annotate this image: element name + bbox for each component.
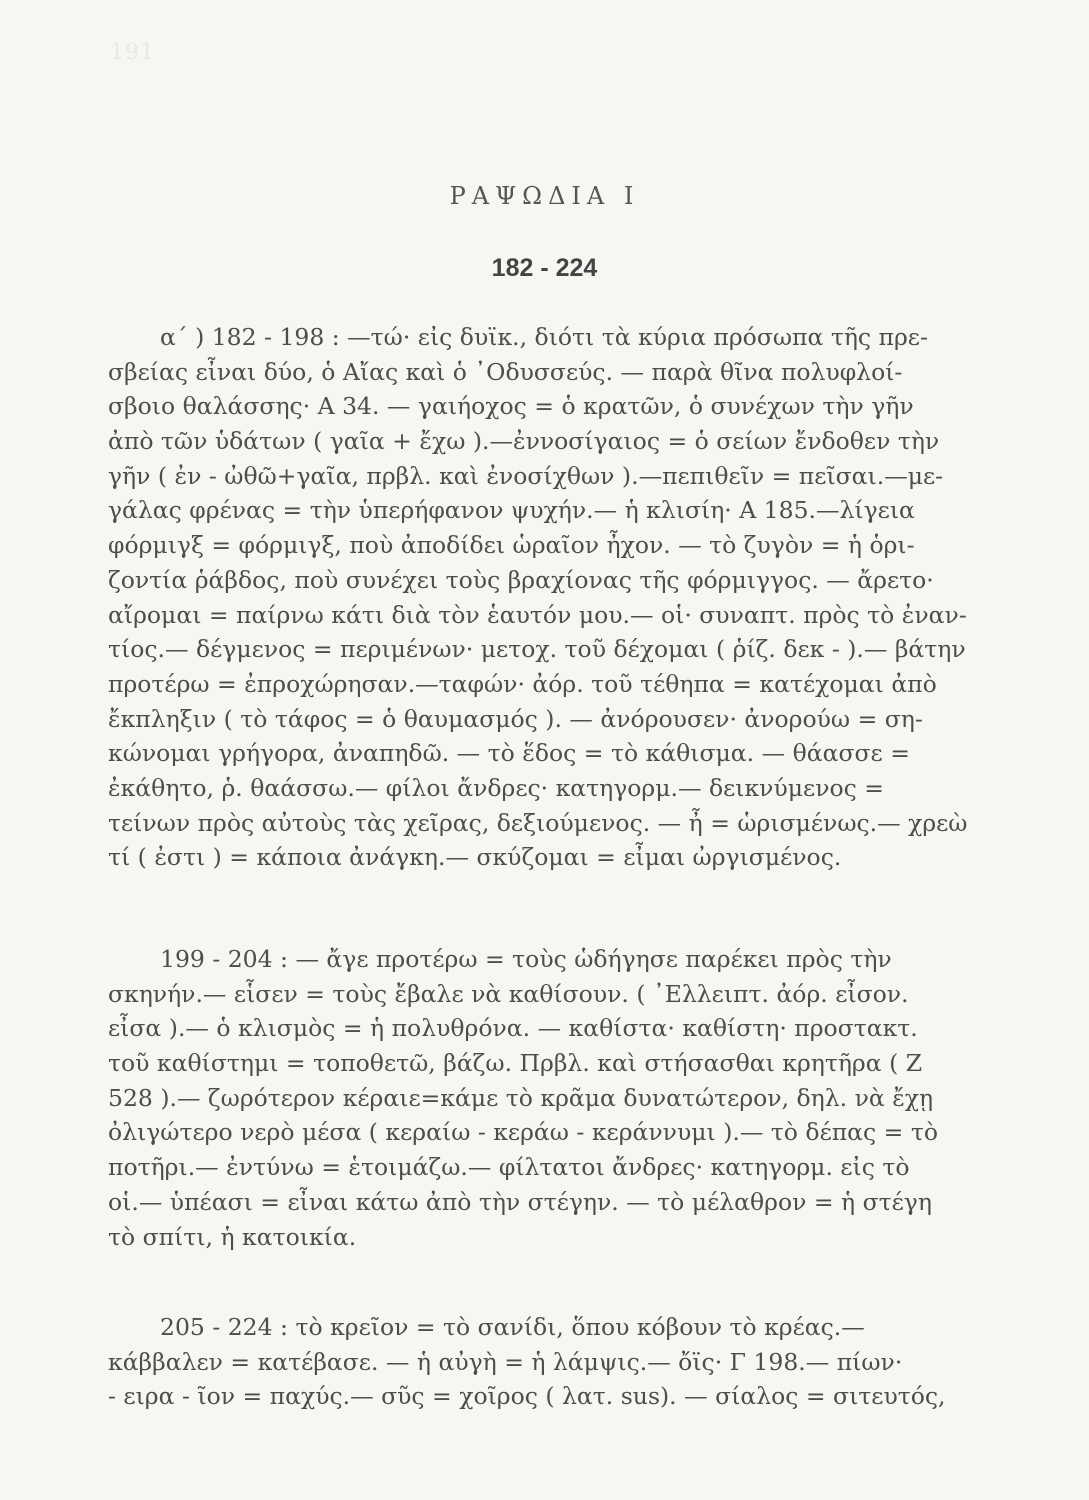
text-line: οἱ.— ὑπέασι = εἶναι κάτω ἀπὸ τὴν στέγην. — τὸ μέλαθρον = ἡ στέγη [108,1187,932,1216]
text-line: τοῦ καθίστημι = τοποθετῶ, βάζω. Πρβλ. καὶ στήσασθαι κρητῆρα ( Ζ [108,1049,923,1078]
text-line: προτέρω = ἐπροχώρησαν.—ταφών· ἀόρ. τοῦ τέθηπα = κατέχομαι ἀπὸ [108,669,937,698]
text-line: τίος.— δέγμενος = περιμένων· μετοχ. τοῦ δέχομαι ( ῥίζ. δεκ - ).— βάτην [108,635,966,664]
text-line: ἐκάθητο, ῥ. θαάσσω.— φίλοι ἄνδρες· κατηγορμ.— δεικνύμενος = [108,773,884,802]
text-line: σβοιο θαλάσσης· Α 34. — γαιήοχος = ὁ κρατῶν, ὁ συνέχων τὴν γῆν [108,392,914,421]
text-line: φόρμιγξ = φόρμιγξ, ποὺ ἀποδίδει ὡραῖον ἦχον. — τὸ ζυγὸν = ἡ ὁρι- [108,531,915,560]
text-line: ὀλιγώτερο νερὸ μέσα ( κεραίω - κεράω - κεράννυμι ).— τὸ δέπας = τὸ [108,1118,938,1147]
text-line: ἔκπληξιν ( τὸ τάφος = ὁ θαυμασμός ). — ἀνόρουσεν· ἀνορούω = ση- [108,704,923,733]
text-line: κάββαλεν = κατέβασε. — ἡ αὐγὴ = ἡ λάμψις.— ὄϊς· Γ 198.— πίων· [108,1347,903,1376]
text-line: τί ( ἐστι ) = κάποια ἀνάγκη.— σκύζομαι = εἶμαι ὠργισμένος. [108,843,842,872]
commentary-paragraph-3 [108,1310,988,1414]
text-line: σβείας εἶναι δύο, ὁ Αἴας καὶ ὁ ᾿Οδυσσεύς. — παρὰ θῖνα πολυφλοί- [108,357,903,386]
text-line: α΄ ) 182 - 198 : —τώ· εἰς δυϊκ., διότι τὰ κύρια πρόσωπα τῆς πρε- [160,323,928,351]
verse-range: 182 - 224 [491,254,598,282]
commentary-paragraph-1 [108,320,988,875]
text-line: ζοντία ῥάβδος, ποὺ συνέχει τοὺς βραχίονας τῆς φόρμιγγος. — ἄρετο· [108,565,934,594]
text-line: εἶσα ).— ὁ κλισμὸς = ἡ πολυθρόνα. — καθίστα· καθίστη· προστακτ. [108,1014,918,1043]
text-line: τὸ σπίτι, ἡ κατοικία. [108,1222,357,1251]
text-line: 205 - 224 : τὸ κρεῖον = τὸ σανίδι, ὅπου κόβουν τὸ κρέας.— [160,1313,865,1341]
commentary-paragraph-2 [108,942,988,1254]
text-line: ποτῆρι.— ἐντύνω = ἑτοιμάζω.— φίλτατοι ἄνδρες· κατηγορμ. εἰς τὸ [108,1153,910,1182]
text-line: - ειρα - ῖον = παχύς.— σῦς = χοῖρος ( λατ. sus). — σίαλος = σιτευτός, [108,1382,946,1411]
text-line: κώνομαι γρήγορα, ἀναπηδῶ. — τὸ ἕδος = τὸ κάθισμα. — θάασσε = [108,739,910,768]
text-line: 199 - 204 : — ἄγε προτέρω = τοὺς ὡδήγησε παρέκει πρὸς τὴν [160,945,892,973]
show-through-page-number: 191 [110,40,155,65]
text-line: γάλας φρένας = τὴν ὑπερήφανον ψυχήν.— ἡ κλισίη· Α 185.—λίγεια [108,496,915,525]
text-line: αἴρομαι = παίρνω κάτι διὰ τὸν ἑαυτόν μου.— οἱ· συναπτ. πρὸς τὸ ἐναν- [108,600,967,629]
text-line: τείνων πρὸς αὐτοὺς τὰς χεῖρας, δεξιούμενος. — ἦ = ὡρισμένως.— χρεὼ [108,808,968,837]
text-line: γῆν ( ἐν - ὠθῶ+γαῖα, πρβλ. καὶ ἐνοσίχθων ).—πεπιθεῖν = πεῖσαι.—με- [108,461,944,490]
text-line: 528 ).— ζωρότερον κέραιε=κάμε τὸ κρᾶμα δυνατώτερον, δηλ. νὰ ἔχῃ [108,1083,934,1112]
text-line: ἀπὸ τῶν ὑδάτων ( γαῖα + ἔχω ).—ἐννοσίγαιος = ὁ σείων ἔνδοθεν τὴν [108,427,940,456]
rhapsody-title: ΡΑΨΩΔΙΑ Ι [449,182,640,210]
text-line: σκηνήν.— εἷσεν = τοὺς ἔβαλε νὰ καθίσουν. ( ᾿Ελλειπτ. ἀόρ. εἶσον. [108,979,909,1008]
